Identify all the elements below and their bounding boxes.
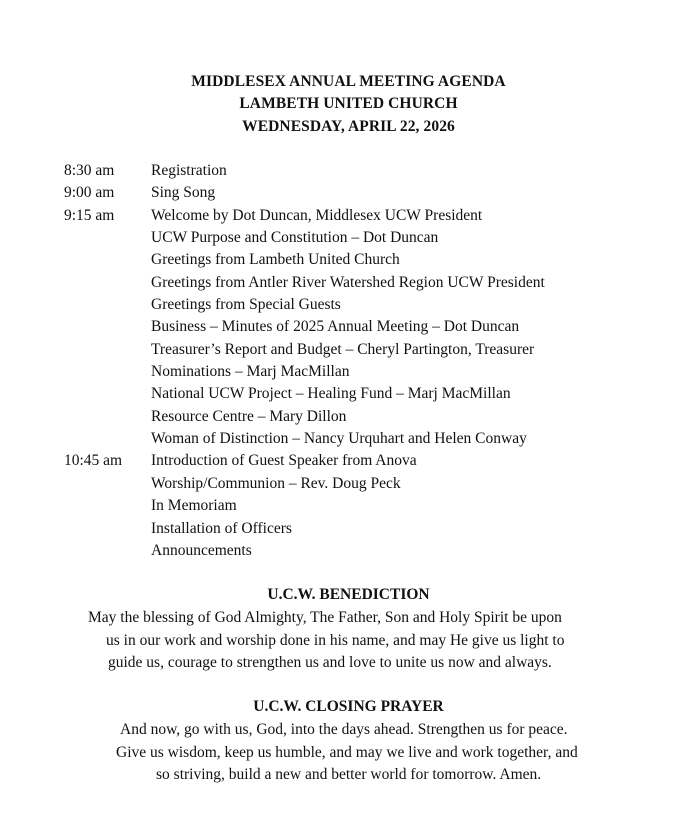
- agenda-row: [64, 227, 684, 249]
- agenda-row: [64, 361, 684, 383]
- agenda-row: [64, 160, 684, 182]
- agenda-row: [64, 316, 684, 338]
- agenda-item: Sing Song: [151, 184, 216, 202]
- agenda-row: [64, 428, 684, 450]
- agenda-item: Greetings from Lambeth United Church: [151, 251, 400, 269]
- agenda-item: Resource Centre – Mary Dillon: [151, 407, 347, 425]
- agenda-item: Greetings from Special Guests: [151, 296, 341, 314]
- agenda-item: UCW Purpose and Constitution – Dot Duncan: [151, 229, 439, 247]
- benediction-line: us in our work and worship done in his name, and may He give us light to: [106, 631, 565, 649]
- agenda-row: [64, 518, 684, 540]
- agenda-time: 10:45 am: [64, 452, 123, 470]
- benediction-line: May the blessing of God Almighty, The Father, Son and Holy Spirit be upon: [88, 609, 562, 626]
- agenda-item: Nominations – Marj MacMillan: [151, 363, 350, 381]
- agenda-row: [64, 272, 684, 294]
- agenda-item: Worship/Communion – Rev. Doug Peck: [151, 474, 401, 492]
- agenda-item: Business – Minutes of 2025 Annual Meeting – Dot Duncan: [151, 318, 520, 336]
- agenda-row: [64, 294, 684, 316]
- agenda-item: Greetings from Antler River Watershed Region UCW President: [151, 273, 545, 291]
- agenda-item: Announcements: [151, 541, 252, 559]
- meeting-date: WEDNESDAY, APRIL 22, 2026: [242, 118, 455, 135]
- benediction-line: guide us, courage to strengthen us and love to unite us now and always.: [108, 654, 552, 671]
- closing-prayer-line: And now, go with us, God, into the days ahead. Strengthen us for peace.: [120, 721, 568, 738]
- agenda-row: [64, 473, 684, 495]
- agenda-item: National UCW Project – Healing Fund – Marj MacMillan: [151, 385, 511, 403]
- agenda-time: 9:15 am: [64, 206, 115, 224]
- agenda-row: [64, 540, 684, 562]
- agenda-title: MIDDLESEX ANNUAL MEETING AGENDA: [191, 73, 506, 90]
- agenda-row: [64, 249, 684, 271]
- agenda-row: [64, 495, 684, 517]
- church-name: LAMBETH UNITED CHURCH: [239, 95, 458, 112]
- agenda-row: [64, 383, 684, 405]
- agenda-item: Treasurer’s Report and Budget – Cheryl Partington, Treasurer: [151, 340, 535, 358]
- agenda-row: [64, 339, 684, 361]
- agenda-item: Installation of Officers: [151, 519, 292, 537]
- agenda-row: [64, 406, 684, 428]
- agenda-row: [64, 205, 684, 227]
- agenda-item: Registration: [151, 162, 227, 179]
- agenda-item: Woman of Distinction – Nancy Urquhart and Helen Conway: [151, 430, 527, 448]
- agenda-time: 8:30 am: [64, 162, 115, 179]
- closing-prayer-line: Give us wisdom, keep us humble, and may we live and work together, and: [116, 743, 578, 761]
- agenda-row: [64, 182, 684, 204]
- benediction-title: U.C.W. BENEDICTION: [267, 586, 430, 603]
- agenda-row: [64, 450, 684, 472]
- agenda-item: Introduction of Guest Speaker from Anova: [151, 452, 417, 470]
- agenda-item: Welcome by Dot Duncan, Middlesex UCW President: [151, 206, 483, 224]
- closing-prayer-title: U.C.W. CLOSING PRAYER: [253, 698, 444, 715]
- agenda-item: In Memoriam: [151, 497, 237, 515]
- agenda-time: 9:00 am: [64, 184, 115, 202]
- closing-prayer-line: so striving, build a new and better world for tomorrow. Amen.: [156, 766, 542, 783]
- agenda-list: [64, 160, 684, 562]
